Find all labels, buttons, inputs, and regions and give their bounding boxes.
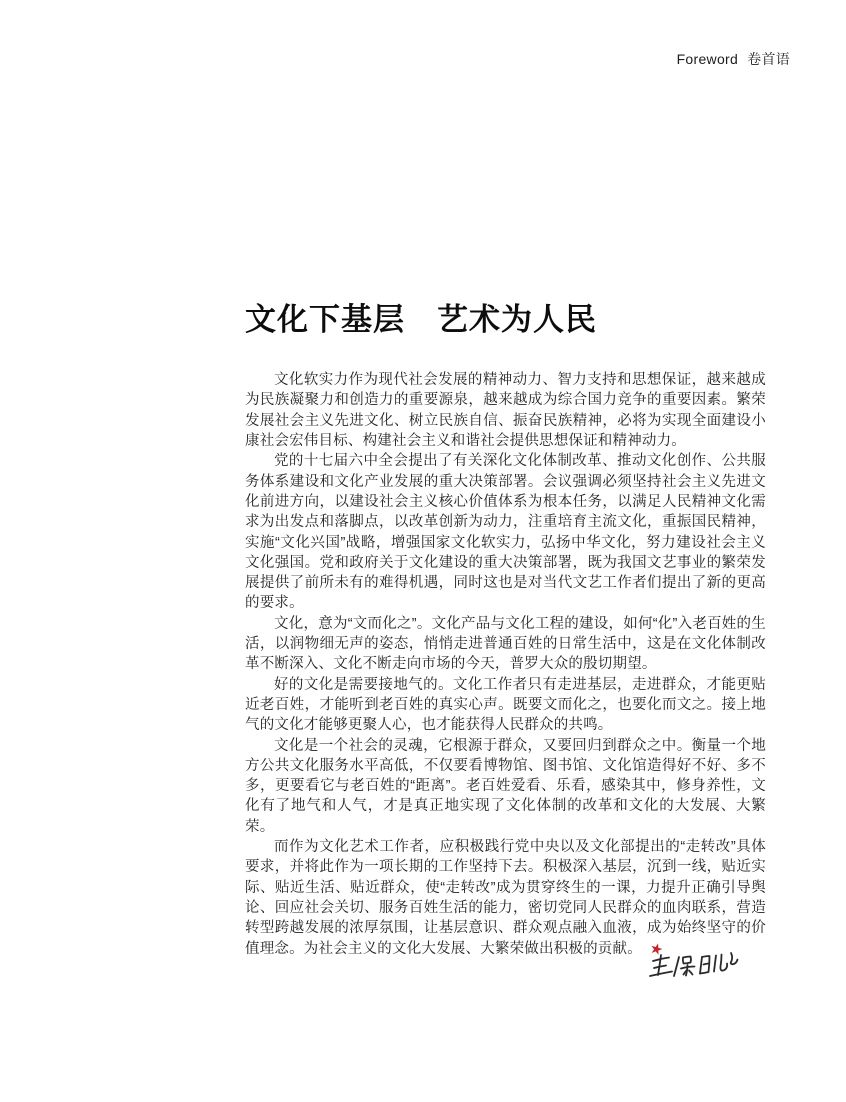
article-paragraph: 文化，意为“文而化之”。文化产品与文化工程的建设，如何“化”入老百姓的生活，以润物细无声的姿态，悄悄走进普通百姓的日常生活中，这是在文化体制改革不断深入、文化不断走向市场的今天，普罗大众的殷切期望。	[245, 615, 766, 673]
article-paragraph: 文化软实力作为现代社会发展的精神动力、智力支持和思想保证，越来越成为民族凝聚力和创造力的重要源泉，越来越成为综合国力竞争的重要因素。繁荣发展社会主义先进文化、树立民族自信、振奋民族精神，必将为实现全面建设小康社会宏伟目标、构建社会主义和谐社会提供思想保证和精神动力。	[245, 372, 766, 450]
folio-header-chinese: 卷首语	[747, 51, 790, 67]
article-body	[245, 370, 766, 959]
article-paragraph: 文化是一个社会的灵魂，它根源于群众，又要回归到群众之中。衡量一个地方公共文化服务水平高低，不仅要看博物馆、图书馆、文化馆造得好不好、多不多，更要看它与老百姓的“距离”。老百姓爱看、乐看，感染其中，修身养性，文化有了地气和人气，才是真正地实现了文化体制的改革和文化的大发展、大繁荣。	[245, 737, 766, 835]
article-paragraph: 好的文化是需要接地气的。文化工作者只有走进基层，走进群众，才能更贴近老百姓，才能听到老百姓的真实心声。既要文而化之，也要化而文之。接上地气的文化才能够更聚人心，也才能获得人民群众的共鸣。	[245, 676, 766, 734]
article-paragraph: 党的十七届六中全会提出了有关深化文化体制改革、推动文化创作、公共服务体系建设和文化产业发展的重大决策部署。会议强调必须坚持社会主义先进文化前进方向，以建设社会主义核心价值体系为根本任务，以满足人民精神文化需求为出发点和落脚点，以改革创新为动力，注重培育主流文化，重振国民精神，实施“文化兴国”战略，增强国家文化软实力，弘扬中华文化，努力建设社会主义文化强国。党和政府关于文化建设的重大决策部署，既为我国文艺事业的繁荣发展提供了前所未有的难得机遇，同时这也是对当代文艺工作者们提出了新的更高的要求。	[245, 453, 766, 612]
author-signature	[645, 945, 745, 995]
folio-header	[677, 49, 790, 69]
signature-handwriting-icon	[645, 945, 745, 993]
folio-header-english: Foreword	[676, 51, 739, 67]
article-paragraph: 而作为文化艺术工作者，应积极践行党中央以及文化部提出的“走转改”具体要求，并将此作为一项长期的工作坚持下去。积极深入基层，沉到一线，贴近实际、贴近生活、贴近群众，使“走转改”成为贯穿终生的一课，力提升正确引导舆论、回应社会关切、服务百姓生活的能力，密切党同人民群众的血肉联系，营造转型跨越发展的浓厚氛围，让基层意识、群众观点融入血液，成为始终坚守的价值理念。为社会主义的文化大发展、大繁荣做出积极的贡献。 ★	[245, 839, 766, 960]
foreword-article	[245, 302, 766, 959]
red-star-end-mark: ★	[639, 936, 666, 960]
article-title: 文化下基层 艺术为人民	[245, 302, 597, 338]
